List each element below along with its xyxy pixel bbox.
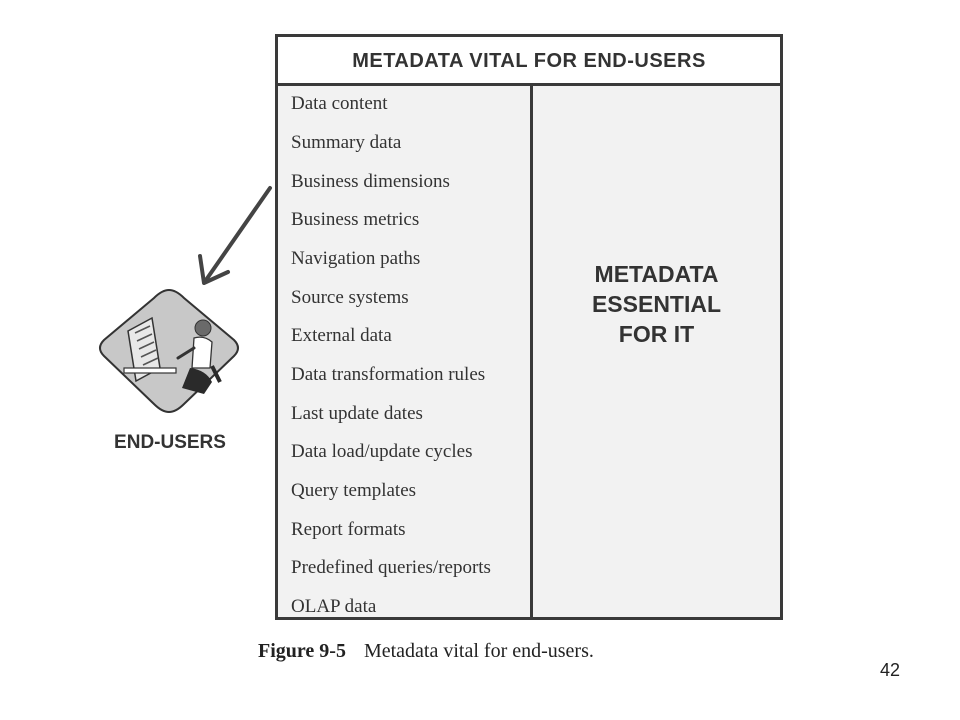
- list-item: External data: [291, 325, 392, 346]
- figure-number: Figure 9-5: [258, 640, 346, 662]
- arrow-icon: [190, 182, 280, 292]
- end-users-label: END-USERS: [114, 432, 226, 453]
- list-item: Navigation paths: [291, 248, 421, 269]
- list-item: Data load/update cycles: [291, 441, 473, 462]
- list-item: Source systems: [291, 287, 409, 308]
- table-header: METADATA VITAL FOR END-USERS: [278, 37, 780, 86]
- list-item: OLAP data: [291, 596, 377, 617]
- it-label-line: FOR IT: [618, 321, 695, 347]
- list-item: Predefined queries/reports: [291, 557, 491, 578]
- column-divider: [530, 83, 533, 617]
- list-item: Query templates: [291, 480, 417, 501]
- list-item: Data content: [291, 93, 388, 114]
- end-user-metadata-list: [278, 83, 530, 617]
- it-metadata-label: [533, 259, 780, 349]
- list-item: Business metrics: [291, 209, 420, 230]
- it-label-line: ESSENTIAL: [591, 291, 722, 317]
- figure-caption: [258, 640, 594, 663]
- it-label-line: METADATA: [594, 261, 719, 287]
- end-user-at-computer-icon: [94, 286, 244, 416]
- page-number: 42: [880, 660, 901, 680]
- list-item: Last update dates: [291, 403, 423, 424]
- list-item: Business dimensions: [291, 171, 450, 192]
- metadata-table: [275, 34, 783, 620]
- list-item: Report formats: [291, 519, 406, 540]
- list-item: Summary data: [291, 132, 402, 153]
- list-item: Data transformation rules: [291, 364, 486, 385]
- figure-caption-text: Metadata vital for end-users.: [363, 640, 594, 662]
